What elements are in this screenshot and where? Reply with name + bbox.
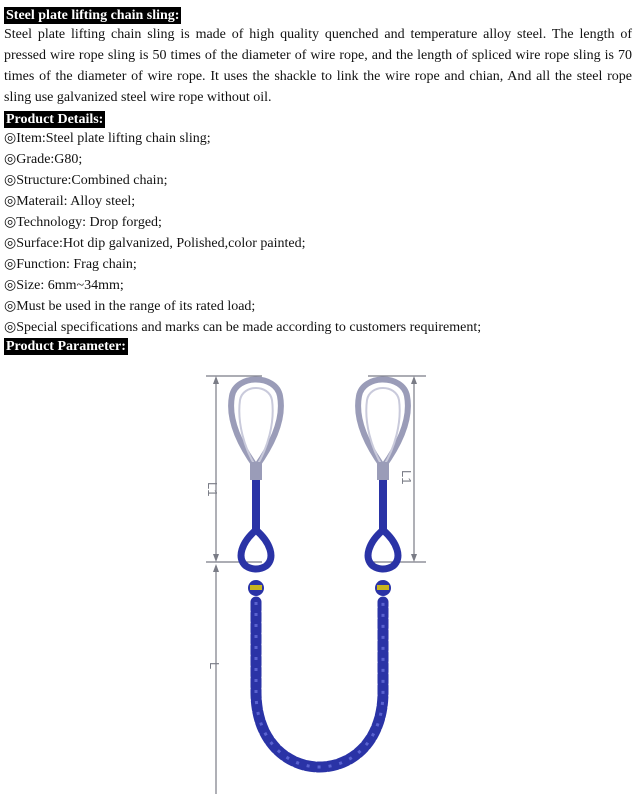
arrow-left-mid-down — [213, 564, 219, 572]
right-shackle-pin — [377, 585, 389, 590]
left-top-eye — [231, 380, 281, 468]
detail-item-grade: ◎Grade:G80; — [4, 152, 83, 167]
details-list — [4, 128, 481, 338]
parameter-heading: Product Parameter: — [6, 339, 126, 354]
right-bottom-eye — [368, 530, 398, 569]
left-top-eye-inner — [239, 388, 272, 467]
left-rope-ferrule — [250, 462, 262, 480]
detail-item-surface: ◎Surface:Hot dip galvanized, Polished,color painted; — [4, 236, 306, 251]
label-l: L — [207, 662, 222, 670]
section-title: Steel plate lifting chain sling: — [6, 8, 180, 23]
detail-item-structure: ◎Structure:Combined chain; — [4, 173, 168, 188]
left-shackle-pin — [250, 585, 262, 590]
shackles — [248, 580, 391, 596]
right-top-eye-inner — [366, 388, 399, 467]
right-top-eye — [358, 380, 408, 468]
sling-diagram — [190, 362, 440, 802]
label-right-l1: L1 — [399, 470, 414, 485]
arrow-right-mid — [411, 554, 417, 562]
chain-links — [256, 602, 383, 767]
label-left-l1: L1 — [205, 482, 220, 497]
detail-item-special-specs: ◎Special specifications and marks can be made according to customers requirement; — [4, 320, 482, 335]
right-rope-ferrule — [377, 462, 389, 480]
left-rope — [231, 380, 281, 570]
detail-item-material: ◎Materail: Alloy steel; — [4, 194, 136, 209]
arrow-left-mid-up — [213, 554, 219, 562]
detail-item-function: ◎Function: Frag chain; — [4, 257, 137, 272]
arrow-right-top — [411, 376, 417, 384]
left-bottom-eye — [241, 530, 271, 569]
details-heading: Product Details: — [6, 112, 104, 127]
detail-item-item: ◎Item:Steel plate lifting chain sling; — [4, 131, 211, 146]
detail-item-rated-load: ◎Must be used in the range of its rated load; — [4, 299, 256, 314]
arrow-left-top — [213, 376, 219, 384]
detail-item-size: ◎Size: 6mm~34mm; — [4, 278, 124, 293]
detail-item-technology: ◎Technology: Drop forged; — [4, 215, 162, 230]
intro-paragraph: Steel plate lifting chain sling is made of high quality quenched and temperature alloy steel. The length of pressed wire rope sling is 50 times of the diameter of wire rope, and the length of spliced wire rope sling is 70 times of the diameter of wire rope. It uses the shackle to link the wire rope and chian, And all the steel rope sling use galvanized steel wire rope without oil. — [4, 27, 632, 105]
